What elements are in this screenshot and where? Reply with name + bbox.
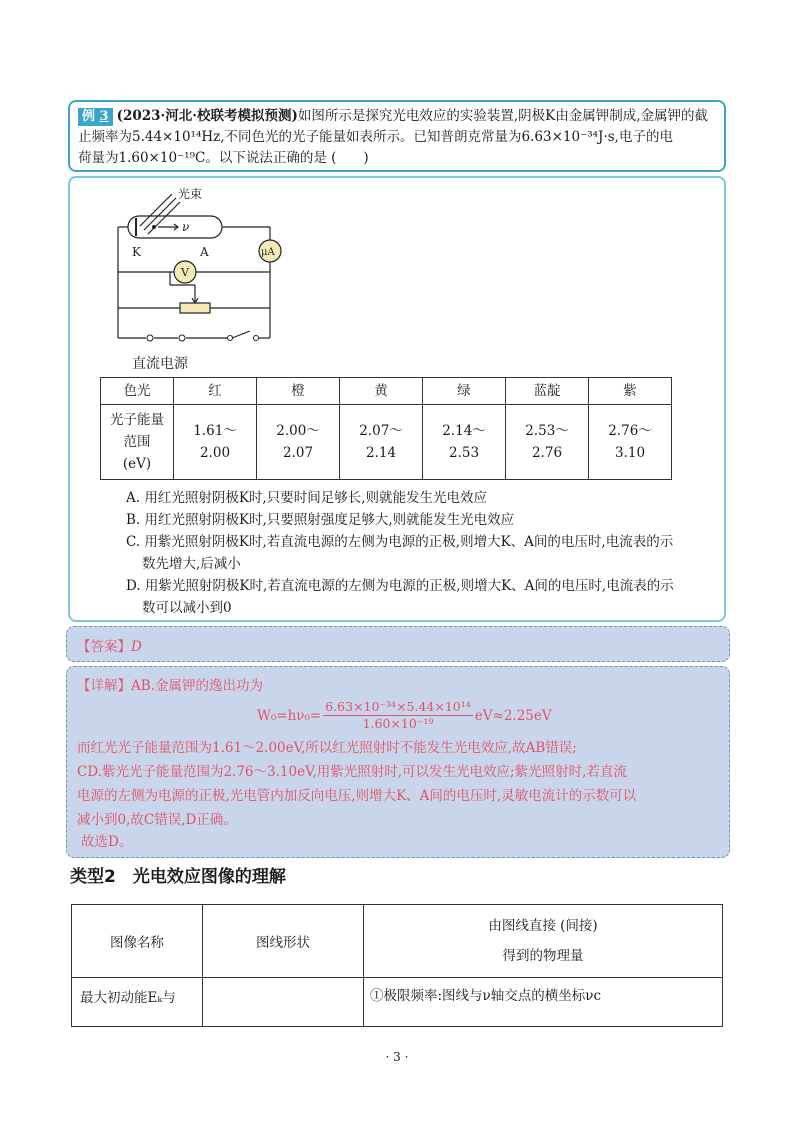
light-beam-ray-1 [140, 194, 172, 226]
graph-type-table [71, 904, 723, 1027]
range-bottom: 2.00 [199, 445, 231, 461]
color-cell: 黄 [340, 378, 423, 405]
beam-label: 光束 [178, 187, 203, 201]
question-line-1 [78, 106, 716, 127]
formula-denominator: 1.60×10⁻¹⁹ [362, 716, 434, 731]
range-cell [174, 405, 257, 480]
formula-fraction [323, 699, 473, 732]
work-function-formula [257, 699, 552, 732]
range-bottom: 2.07 [282, 445, 314, 461]
row-label-line: 光子能量 [110, 412, 164, 428]
formula-rhs: eV≈2.25eV [474, 707, 552, 724]
row-label-line: 范围 [123, 434, 151, 450]
row1-image-name: 最大初动能Eₖ与 [72, 978, 203, 1027]
detail-text-1: AB.金属钾的逸出功为 [131, 678, 263, 694]
section-title: 类型2 光电效应图像的理解 [70, 867, 286, 887]
switch-contact [254, 336, 259, 341]
formula-lhs: W₀=hν₀= [257, 707, 322, 724]
answer-value: D [131, 639, 142, 655]
range-bottom: 2.14 [365, 445, 397, 461]
switch-pivot [228, 336, 233, 341]
terminal-right [179, 335, 185, 341]
range-cell [257, 405, 340, 480]
anode-label: A [200, 245, 209, 259]
range-top: 2.14～ [442, 423, 486, 439]
detail-line-4: 电源的左侧为电源的正极,光电管内加反向电压,则增大K、A间的电压时,灵敏电流计的示数可以 [77, 788, 637, 804]
answer-label: 【答案】 [77, 639, 131, 655]
detail-label: 【详解】 [77, 678, 131, 694]
detail-line-3: CD.紫光光子能量范围为2.76～3.10eV,用紫光照射时,可以发生光电效应;紫光照射时,若直流 [77, 764, 627, 780]
row1-graph-shape [203, 978, 364, 1027]
row-label-cell [101, 405, 174, 480]
light-beam-ray-2 [144, 198, 176, 230]
type-table-header-row [72, 905, 723, 978]
rheostat [180, 303, 210, 313]
voltmeter-label: V [181, 266, 189, 279]
col3-line-2: 得到的物理量 [502, 948, 584, 964]
question-source: (2023·河北·校联考模拟预测) [116, 108, 298, 124]
table-energy-row [101, 405, 672, 480]
header-label-cell: 色光 [101, 378, 174, 405]
range-cell [423, 405, 506, 480]
terminal-left [147, 335, 153, 341]
range-bottom: 3.10 [614, 445, 646, 461]
range-top: 2.00～ [276, 423, 320, 439]
col3-line-1: 由图线直接 (间接) [488, 918, 598, 934]
example-tag [78, 108, 113, 126]
detail-line-2: 而红光光子能量范围为1.61～2.00eV,所以红光照射时不能发生光电效应,故AB错误; [77, 740, 577, 756]
detail-line-1 [77, 675, 263, 697]
photon-energy-table [100, 377, 672, 480]
option-c-line-2: 数先增大,后减小 [142, 556, 241, 572]
question-text-3: 荷量为1.60×10⁻¹⁹C。以下说法正确的是 ( ) [78, 150, 369, 166]
range-cell [340, 405, 423, 480]
row-label-line: (eV) [122, 456, 152, 472]
range-bottom: 2.76 [531, 445, 563, 461]
dc-source-label: 直流电源 [132, 356, 188, 372]
detail-line-6: 故选D。 [81, 834, 133, 850]
range-cell [589, 405, 672, 480]
question-text-2: 止频率为5.44×10¹⁴Hz,不同色光的光子能量如表所示。已知普朗克常量为6.63×10⁻³⁴J·s,电子的电 [78, 129, 673, 145]
option-c-line-1: C. 用紫光照射阴极K时,若直流电源的左侧为电源的正极,则增大K、A间的电压时,电流表的示 [126, 534, 674, 550]
option-d-line-1: D. 用紫光照射阴极K时,若直流电源的左侧为电源的正极,则增大K、A间的电压时,电流表的示 [126, 578, 674, 594]
col-graph-shape: 图线形状 [203, 905, 364, 978]
question-text-1: 如图所示是探究光电效应的实验装置,阴极K由金属钾制成,金属钾的截 [297, 108, 709, 124]
row1-quantity: ①极限频率:图线与ν轴交点的横坐标νc [364, 978, 723, 1027]
option-a: A. 用红光照射阴极K时,只要时间足够长,则就能发生光电效应 [126, 490, 487, 506]
range-bottom: 2.53 [448, 445, 480, 461]
switch-blade [232, 331, 250, 338]
electron-dot [152, 225, 156, 229]
range-top: 1.61～ [193, 423, 237, 439]
circuit-diagram [110, 180, 290, 375]
option-d-line-2: 数可以减小到0 [142, 600, 232, 616]
formula-numerator: 6.63×10⁻³⁴×5.44×10¹⁴ [325, 699, 471, 714]
page-number: · 3 · [385, 1050, 409, 1064]
cathode-label: K [132, 245, 141, 259]
type-table-row-1 [72, 978, 723, 1027]
detail-box [66, 666, 730, 858]
color-cell: 蓝靛 [506, 378, 589, 405]
range-top: 2.07～ [359, 423, 403, 439]
col-physical-quantity [364, 905, 723, 978]
range-cell [506, 405, 589, 480]
color-cell: 紫 [589, 378, 672, 405]
col-image-name: 图像名称 [72, 905, 203, 978]
microammeter-label: μA [261, 247, 275, 258]
detail-line-5: 减小到0,故C错误,D正确。 [77, 812, 237, 828]
answer-box [66, 626, 730, 662]
example-number: 3 [99, 109, 109, 124]
example-tag-label: 例 [82, 109, 96, 124]
color-cell: 红 [174, 378, 257, 405]
table-header-row [101, 378, 672, 405]
range-top: 2.53～ [525, 423, 569, 439]
nu-label: ν [182, 220, 190, 234]
question-box [68, 100, 726, 172]
color-cell: 绿 [423, 378, 506, 405]
option-b: B. 用红光照射阴极K时,只要照射强度足够大,则就能发生光电效应 [126, 512, 515, 528]
color-cell: 橙 [257, 378, 340, 405]
range-top: 2.76～ [608, 423, 652, 439]
